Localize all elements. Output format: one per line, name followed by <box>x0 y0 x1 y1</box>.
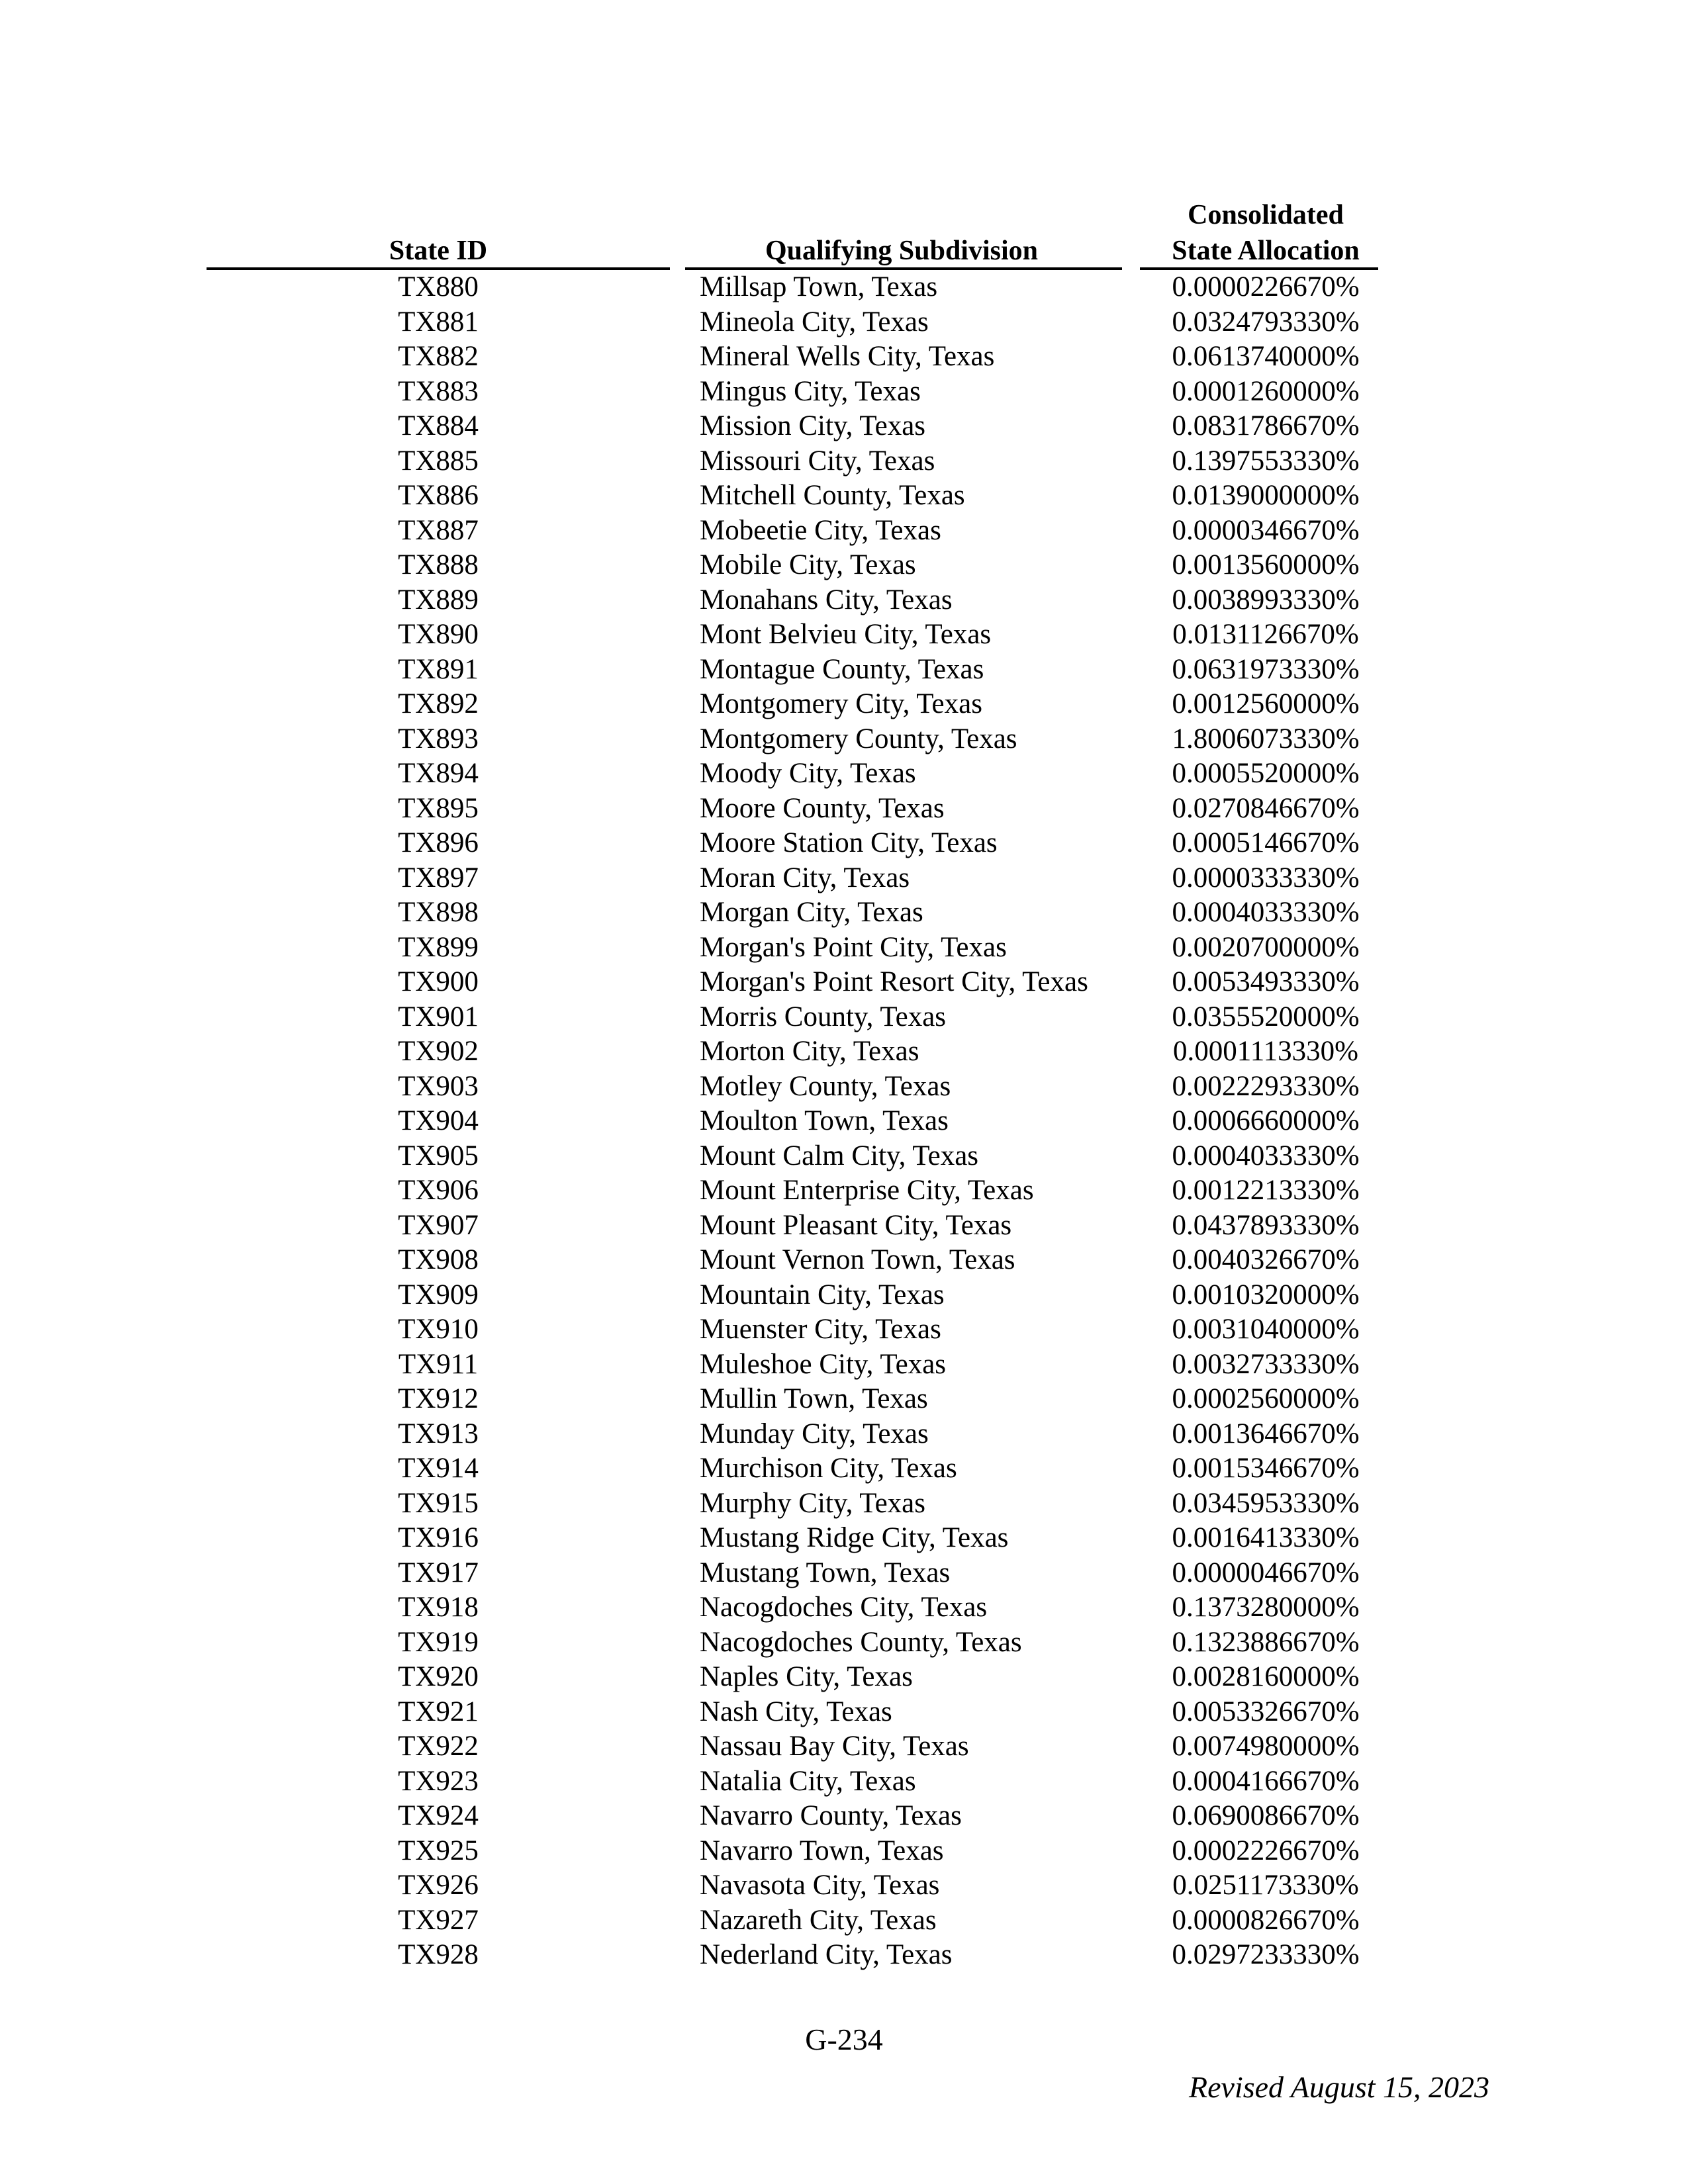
state-id-cell: TX918 <box>398 1592 479 1623</box>
page-number: G-234 <box>805 2023 883 2056</box>
table-row <box>0 548 1688 583</box>
allocation-cell: 0.0001113330% <box>1173 1036 1358 1067</box>
table-row <box>0 1764 1688 1799</box>
table-row <box>0 1104 1688 1139</box>
table-row <box>0 1660 1688 1695</box>
allocation-cell: 0.0324793330% <box>1172 306 1360 338</box>
allocation-cell: 0.0040326670% <box>1172 1244 1360 1275</box>
table-row <box>0 861 1688 896</box>
table-row <box>0 1173 1688 1208</box>
table-row <box>0 1903 1688 1938</box>
table-row <box>0 1139 1688 1174</box>
state-id-cell: TX904 <box>398 1105 479 1136</box>
allocation-cell: 0.0004166670% <box>1172 1765 1360 1797</box>
subdivision-cell: Montgomery City, Texas <box>700 688 982 719</box>
state-id-cell: TX914 <box>398 1453 479 1484</box>
allocation-cell: 0.0053493330% <box>1172 966 1360 997</box>
revision-date: Revised August 15, 2023 <box>1189 2070 1489 2104</box>
subdivision-cell: Mingus City, Texas <box>700 375 921 407</box>
state-id-cell: TX925 <box>398 1835 479 1866</box>
subdivision-cell: Mineola City, Texas <box>700 306 929 338</box>
table-row <box>0 1799 1688 1834</box>
subdivision-cell: Mobile City, Texas <box>700 549 916 580</box>
table-row <box>0 1521 1688 1556</box>
table-row <box>0 895 1688 931</box>
subdivision-cell: Missouri City, Texas <box>700 445 935 477</box>
table-row <box>0 514 1688 549</box>
state-id-cell: TX919 <box>398 1626 479 1658</box>
allocation-cell: 0.0002560000% <box>1172 1383 1360 1414</box>
state-id-cell: TX908 <box>398 1244 479 1275</box>
allocation-cell: 0.0012560000% <box>1172 688 1360 719</box>
table-row <box>0 375 1688 410</box>
state-id-cell: TX892 <box>398 688 479 719</box>
allocation-table-body <box>0 270 1688 1973</box>
state-id-cell: TX928 <box>398 1939 479 1970</box>
state-id-cell: TX915 <box>398 1487 479 1519</box>
state-id-cell: TX880 <box>398 271 479 302</box>
table-row <box>0 340 1688 375</box>
allocation-cell: 0.0000046670% <box>1172 1557 1360 1588</box>
header-state-id: State ID <box>389 236 488 266</box>
subdivision-cell: Moore County, Texas <box>700 792 945 824</box>
table-row <box>0 792 1688 827</box>
allocation-cell: 0.0038993330% <box>1172 584 1360 615</box>
subdivision-cell: Moody City, Texas <box>700 758 916 789</box>
table-row <box>0 617 1688 653</box>
state-id-cell: TX927 <box>398 1904 479 1936</box>
allocation-cell: 0.0000226670% <box>1172 271 1360 302</box>
allocation-cell: 0.0032733330% <box>1172 1348 1360 1380</box>
table-row <box>0 826 1688 861</box>
subdivision-cell: Millsap Town, Texas <box>700 271 938 302</box>
allocation-cell: 0.0004033330% <box>1172 897 1360 928</box>
subdivision-cell: Nacogdoches City, Texas <box>700 1592 988 1623</box>
allocation-cell: 0.0002226670% <box>1172 1835 1360 1866</box>
table-row <box>0 270 1688 305</box>
subdivision-cell: Navarro Town, Texas <box>700 1835 944 1866</box>
allocation-cell: 0.0139000000% <box>1172 480 1360 511</box>
allocation-cell: 0.0010320000% <box>1172 1279 1360 1310</box>
allocation-cell: 0.0131126670% <box>1172 619 1359 650</box>
state-id-cell: TX906 <box>398 1175 479 1206</box>
allocation-cell: 0.0031040000% <box>1172 1314 1360 1345</box>
subdivision-cell: Mont Belvieu City, Texas <box>700 619 992 650</box>
table-row <box>0 1208 1688 1244</box>
state-id-cell: TX916 <box>398 1522 479 1553</box>
allocation-cell: 0.0013646670% <box>1172 1418 1360 1449</box>
allocation-cell: 0.0000333330% <box>1172 862 1360 893</box>
subdivision-cell: Mobeetie City, Texas <box>700 514 941 546</box>
allocation-cell: 0.0015346670% <box>1172 1453 1360 1484</box>
allocation-cell: 1.8006073330% <box>1172 723 1360 754</box>
allocation-cell: 0.0270846670% <box>1172 792 1360 824</box>
allocation-cell: 0.0005520000% <box>1172 758 1360 789</box>
subdivision-cell: Nazareth City, Texas <box>700 1904 937 1936</box>
state-id-cell: TX899 <box>398 931 479 963</box>
state-id-cell: TX885 <box>398 445 479 477</box>
subdivision-cell: Morton City, Texas <box>700 1036 919 1067</box>
table-row <box>0 1556 1688 1591</box>
subdivision-cell: Mustang Ridge City, Texas <box>700 1522 1009 1553</box>
subdivision-cell: Motley County, Texas <box>700 1070 951 1102</box>
state-id-cell: TX897 <box>398 862 479 893</box>
table-row <box>0 1729 1688 1764</box>
subdivision-cell: Mount Vernon Town, Texas <box>700 1244 1015 1275</box>
state-id-cell: TX926 <box>398 1870 479 1901</box>
state-id-cell: TX896 <box>398 827 479 858</box>
state-id-cell: TX884 <box>398 410 479 441</box>
subdivision-cell: Monahans City, Texas <box>700 584 953 615</box>
header-allocation-line1: Consolidated <box>1188 200 1344 230</box>
allocation-cell: 0.0345953330% <box>1172 1487 1360 1519</box>
header-allocation-line2: State Allocation <box>1172 236 1360 266</box>
table-row <box>0 1938 1688 1973</box>
state-id-cell: TX887 <box>398 514 479 546</box>
allocation-cell: 0.0000826670% <box>1172 1904 1360 1936</box>
allocation-cell: 0.0053326670% <box>1172 1696 1360 1727</box>
subdivision-cell: Natalia City, Texas <box>700 1765 916 1797</box>
allocation-cell: 0.0631973330% <box>1172 653 1360 685</box>
state-id-cell: TX909 <box>398 1279 479 1310</box>
allocation-cell: 0.0005146670% <box>1172 827 1360 858</box>
state-id-cell: TX893 <box>398 723 479 754</box>
allocation-cell: 0.1373280000% <box>1172 1592 1360 1623</box>
subdivision-cell: Nash City, Texas <box>700 1696 892 1727</box>
allocation-cell: 0.1397553330% <box>1172 445 1360 477</box>
state-id-cell: TX917 <box>398 1557 479 1588</box>
table-row <box>0 1451 1688 1486</box>
subdivision-cell: Morgan's Point Resort City, Texas <box>700 966 1088 997</box>
state-id-cell: TX903 <box>398 1070 479 1102</box>
state-id-cell: TX913 <box>398 1418 479 1449</box>
subdivision-cell: Mount Pleasant City, Texas <box>700 1209 1012 1241</box>
table-row <box>0 687 1688 722</box>
table-row <box>0 1590 1688 1625</box>
table-row <box>0 1069 1688 1105</box>
table-row <box>0 1625 1688 1661</box>
table-row <box>0 1382 1688 1417</box>
state-id-cell: TX921 <box>398 1696 479 1727</box>
table-row <box>0 1868 1688 1903</box>
subdivision-cell: Moulton Town, Texas <box>700 1105 949 1136</box>
table-row <box>0 583 1688 618</box>
table-row <box>0 1000 1688 1035</box>
allocation-cell: 0.0028160000% <box>1172 1661 1360 1692</box>
subdivision-cell: Morris County, Texas <box>700 1001 947 1032</box>
table-row <box>0 1034 1688 1069</box>
header-qualifying-subdivision: Qualifying Subdivision <box>765 236 1039 266</box>
subdivision-cell: Murchison City, Texas <box>700 1453 957 1484</box>
table-row <box>0 1243 1688 1278</box>
subdivision-cell: Mount Enterprise City, Texas <box>700 1175 1034 1206</box>
subdivision-cell: Mitchell County, Texas <box>700 480 965 511</box>
subdivision-cell: Murphy City, Texas <box>700 1487 925 1519</box>
state-id-cell: TX900 <box>398 966 479 997</box>
state-id-cell: TX889 <box>398 584 479 615</box>
state-id-cell: TX901 <box>398 1001 479 1032</box>
state-id-cell: TX883 <box>398 375 479 407</box>
subdivision-cell: Montgomery County, Texas <box>700 723 1017 754</box>
table-row <box>0 1278 1688 1313</box>
subdivision-cell: Nacogdoches County, Texas <box>700 1626 1022 1658</box>
allocation-cell: 0.0074980000% <box>1172 1731 1360 1762</box>
table-row <box>0 409 1688 444</box>
state-id-cell: TX881 <box>398 306 479 338</box>
table-row <box>0 1695 1688 1730</box>
state-id-cell: TX882 <box>398 341 479 372</box>
subdivision-cell: Navasota City, Texas <box>700 1870 940 1901</box>
allocation-cell: 0.0004033330% <box>1172 1140 1360 1171</box>
table-row <box>0 1417 1688 1452</box>
subdivision-cell: Moore Station City, Texas <box>700 827 998 858</box>
subdivision-cell: Naples City, Texas <box>700 1661 913 1692</box>
state-id-cell: TX922 <box>398 1731 479 1762</box>
allocation-cell: 0.0000346670% <box>1172 514 1360 546</box>
state-id-cell: TX890 <box>398 619 479 650</box>
allocation-cell: 0.0012213330% <box>1172 1175 1360 1206</box>
table-row <box>0 931 1688 966</box>
subdivision-cell: Navarro County, Texas <box>700 1800 962 1831</box>
state-id-cell: TX886 <box>398 480 479 511</box>
allocation-cell: 0.0016413330% <box>1172 1522 1360 1553</box>
allocation-cell: 0.0013560000% <box>1172 549 1360 580</box>
allocation-cell: 0.0251173330% <box>1172 1870 1359 1901</box>
allocation-cell: 0.1323886670% <box>1172 1626 1360 1658</box>
subdivision-cell: Mountain City, Texas <box>700 1279 945 1310</box>
subdivision-cell: Munday City, Texas <box>700 1418 929 1449</box>
subdivision-cell: Nederland City, Texas <box>700 1939 953 1970</box>
subdivision-cell: Mullin Town, Texas <box>700 1383 928 1414</box>
table-row <box>0 1834 1688 1869</box>
subdivision-cell: Muenster City, Texas <box>700 1314 941 1345</box>
allocation-cell: 0.0297233330% <box>1172 1939 1360 1970</box>
allocation-cell: 0.0006660000% <box>1172 1105 1360 1136</box>
allocation-cell: 0.0831786670% <box>1172 410 1360 441</box>
state-id-cell: TX894 <box>398 758 479 789</box>
table-row <box>0 478 1688 514</box>
allocation-cell: 0.0020700000% <box>1172 931 1360 963</box>
table-row <box>0 653 1688 688</box>
subdivision-cell: Muleshoe City, Texas <box>700 1348 947 1380</box>
table-row <box>0 1312 1688 1347</box>
state-id-cell: TX902 <box>398 1036 479 1067</box>
state-id-cell: TX907 <box>398 1209 479 1241</box>
subdivision-cell: Mustang Town, Texas <box>700 1557 951 1588</box>
state-id-cell: TX911 <box>398 1348 479 1380</box>
state-id-cell: TX895 <box>398 792 479 824</box>
allocation-cell: 0.0613740000% <box>1172 341 1360 372</box>
table-row <box>0 305 1688 340</box>
state-id-cell: TX923 <box>398 1765 479 1797</box>
state-id-cell: TX891 <box>398 653 479 685</box>
state-id-cell: TX924 <box>398 1800 479 1831</box>
allocation-cell: 0.0437893330% <box>1172 1209 1360 1241</box>
state-id-cell: TX898 <box>398 897 479 928</box>
subdivision-cell: Nassau Bay City, Texas <box>700 1731 969 1762</box>
subdivision-cell: Mission City, Texas <box>700 410 926 441</box>
allocation-cell: 0.0001260000% <box>1172 375 1360 407</box>
state-id-cell: TX920 <box>398 1661 479 1692</box>
table-row <box>0 756 1688 792</box>
allocation-cell: 0.0355520000% <box>1172 1001 1360 1032</box>
subdivision-cell: Morgan City, Texas <box>700 897 923 928</box>
table-row <box>0 1347 1688 1383</box>
subdivision-cell: Mineral Wells City, Texas <box>700 341 995 372</box>
subdivision-cell: Montague County, Texas <box>700 653 984 685</box>
state-id-cell: TX888 <box>398 549 479 580</box>
state-id-cell: TX910 <box>398 1314 479 1345</box>
subdivision-cell: Mount Calm City, Texas <box>700 1140 979 1171</box>
table-row <box>0 722 1688 757</box>
table-row <box>0 444 1688 479</box>
allocation-cell: 0.0690086670% <box>1172 1800 1360 1831</box>
state-id-cell: TX912 <box>398 1383 479 1414</box>
allocation-cell: 0.0022293330% <box>1172 1070 1360 1102</box>
state-id-cell: TX905 <box>398 1140 479 1171</box>
table-row <box>0 965 1688 1000</box>
table-row <box>0 1486 1688 1522</box>
subdivision-cell: Moran City, Texas <box>700 862 910 893</box>
subdivision-cell: Morgan's Point City, Texas <box>700 931 1007 963</box>
